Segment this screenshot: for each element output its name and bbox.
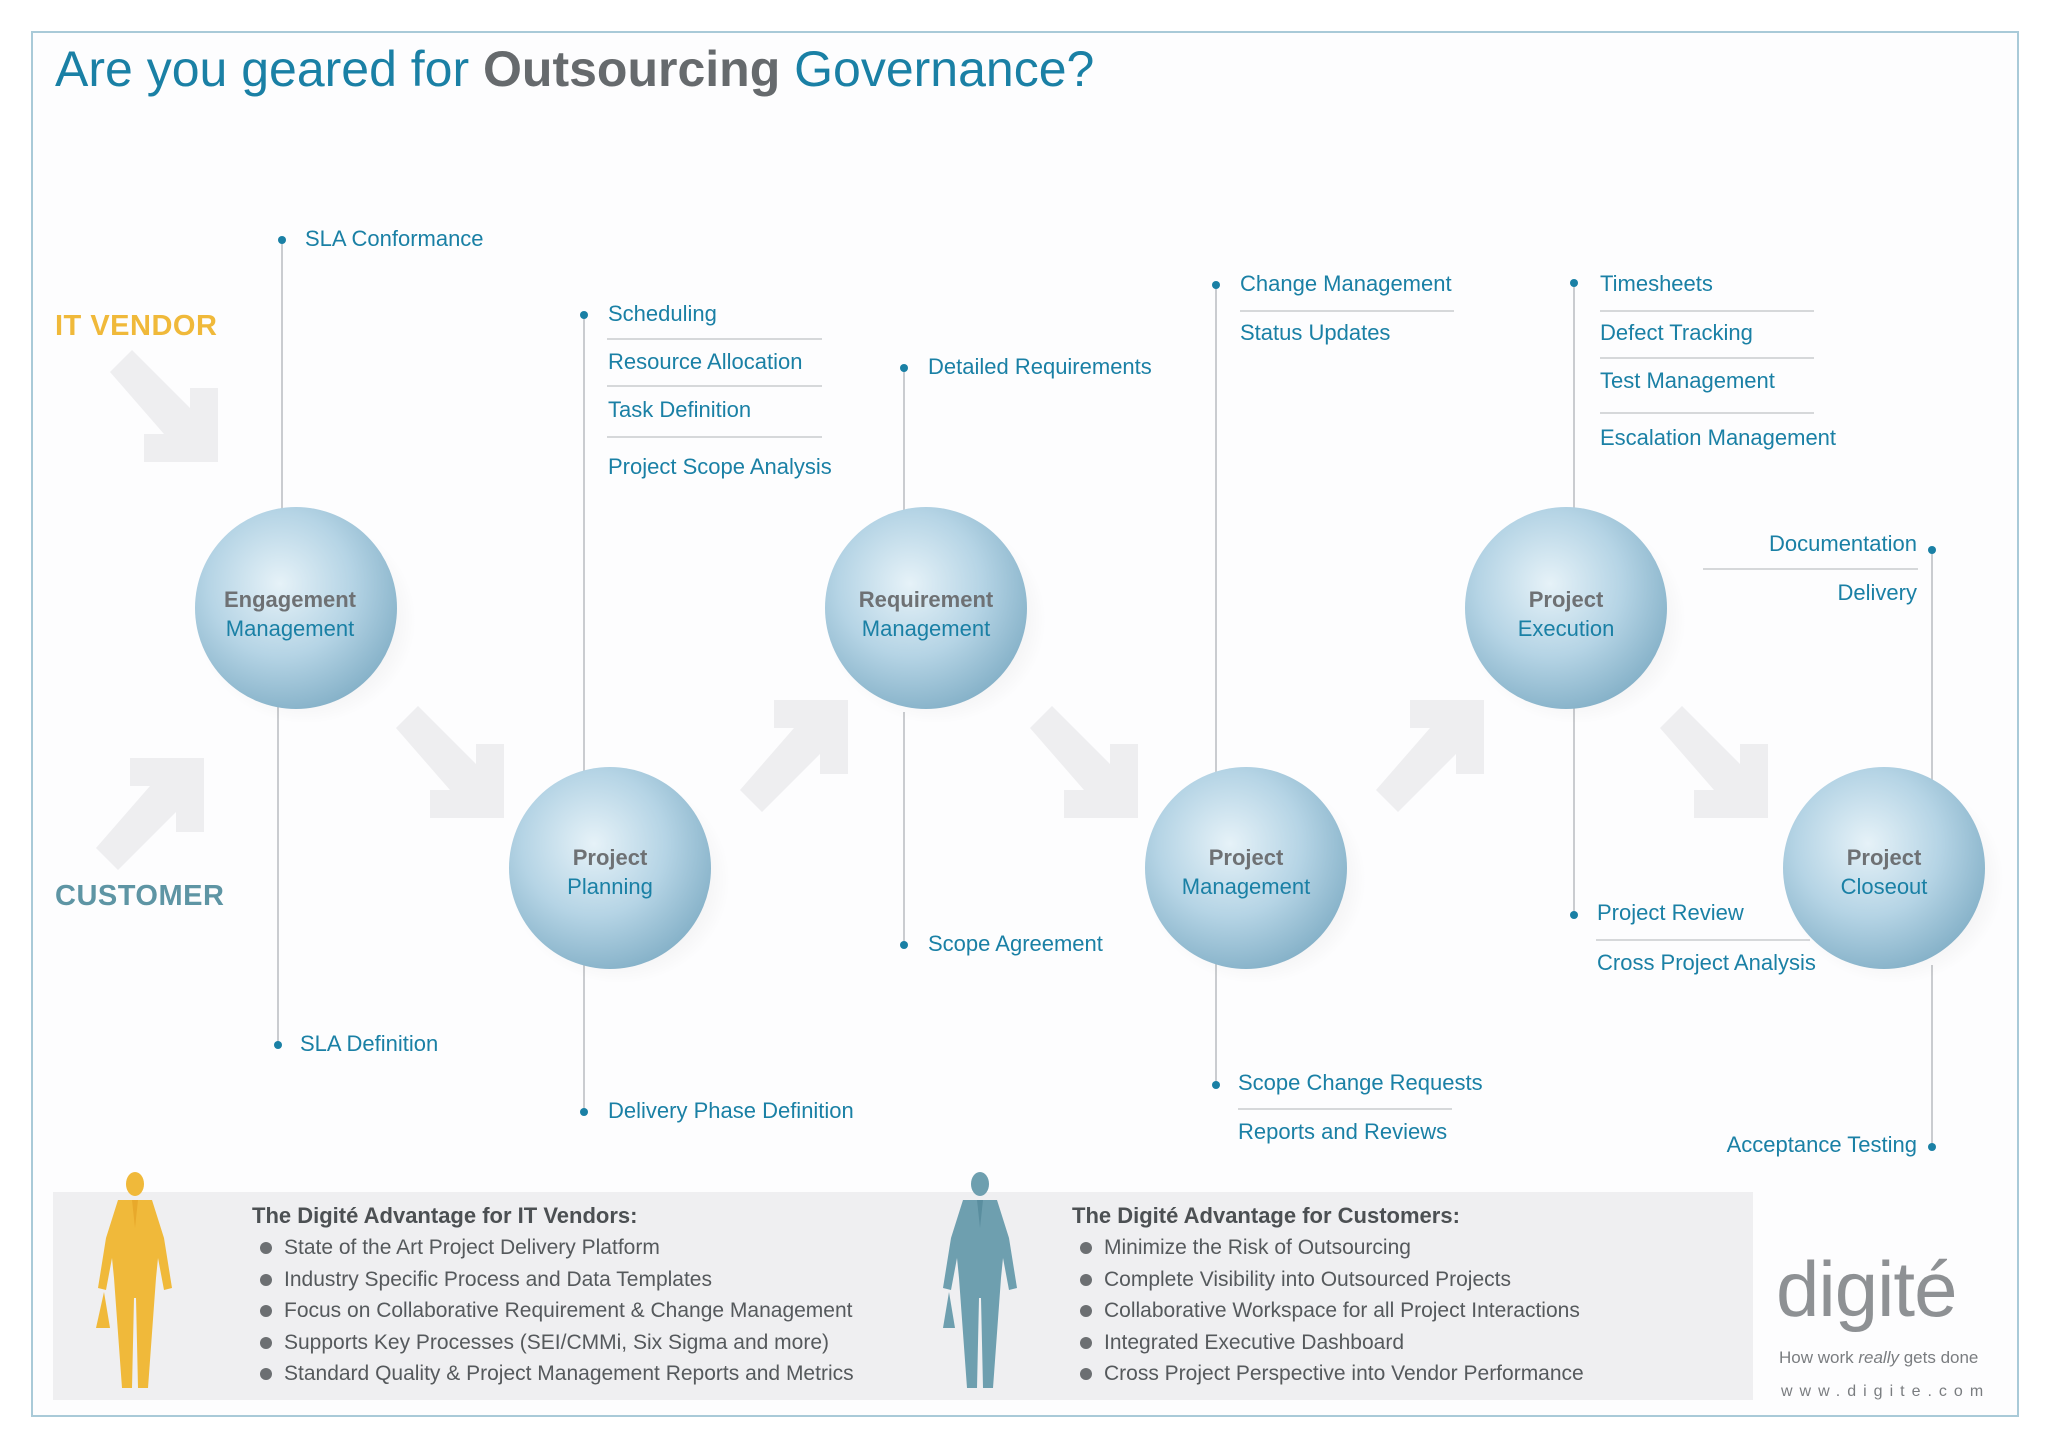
node-engagement-management: Engagement Management <box>223 587 357 641</box>
item-documentation: Documentation <box>1769 531 1917 556</box>
item-project-review: Project Review <box>1597 900 1744 925</box>
node-requirement-management: Requirement Management <box>858 587 994 641</box>
item-delivery-phase-definition: Delivery Phase Definition <box>608 1098 854 1123</box>
flow-arrow-icon <box>1376 700 1484 812</box>
item-defect-tracking: Defect Tracking <box>1600 320 1753 345</box>
node-project-planning: Project Planning <box>567 845 653 899</box>
bullet-dot-icon <box>260 1274 272 1286</box>
list-item: Industry Specific Process and Data Templates <box>256 1264 854 1296</box>
flow-arrow-icon <box>110 350 218 462</box>
list-item: State of the Art Project Delivery Platform <box>256 1232 854 1264</box>
item-scope-agreement: Scope Agreement <box>928 931 1103 956</box>
item-test-management: Test Management <box>1600 368 1775 393</box>
node-project-closeout: Project Closeout <box>1840 845 1928 899</box>
flow-arrow-icon <box>396 706 504 818</box>
customer-figure-icon <box>935 1168 1025 1388</box>
list-item: Complete Visibility into Outsourced Projects <box>1076 1264 1584 1296</box>
customer-label: CUSTOMER <box>55 880 225 912</box>
brand-url[interactable]: www.digite.com <box>1781 1383 1991 1400</box>
item-sla-conformance: SLA Conformance <box>305 226 484 251</box>
bullet-dot-icon <box>260 1242 272 1254</box>
vendor-advantages-title: The Digité Advantage for IT Vendors: <box>252 1203 638 1228</box>
flow-arrow-icon <box>740 700 848 812</box>
flow-arrow-icon <box>1660 706 1768 818</box>
item-delivery: Delivery <box>1837 580 1917 605</box>
item-escalation-management: Escalation Management <box>1600 425 1837 450</box>
bullet-dot-icon <box>260 1337 272 1349</box>
item-detailed-requirements: Detailed Requirements <box>928 354 1152 379</box>
list-item: Integrated Executive Dashboard <box>1076 1327 1584 1359</box>
item-timesheets: Timesheets <box>1600 271 1713 296</box>
item-sla-definition: SLA Definition <box>300 1031 439 1056</box>
digite-logo: digité <box>1776 1245 1957 1333</box>
item-task-definition: Task Definition <box>608 397 752 422</box>
item-scheduling: Scheduling <box>608 301 717 326</box>
bullet-dot-icon <box>1080 1242 1092 1254</box>
bullet-dot-icon <box>1080 1368 1092 1380</box>
bullet-dot-icon <box>260 1305 272 1317</box>
list-item: Supports Key Processes (SEI/CMMi, Six Sigma and more) <box>256 1327 854 1359</box>
brand-tagline: How work really gets done <box>1779 1348 1979 1367</box>
item-cross-project-analysis: Cross Project Analysis <box>1597 950 1816 975</box>
bullet-dot-icon <box>1080 1274 1092 1286</box>
item-project-scope-analysis: Project Scope Analysis <box>608 454 832 479</box>
list-item: Focus on Collaborative Requirement & Change Management <box>256 1295 854 1327</box>
list-item: Collaborative Workspace for all Project Interactions <box>1076 1295 1584 1327</box>
list-item: Cross Project Perspective into Vendor Performance <box>1076 1358 1584 1390</box>
item-status-updates: Status Updates <box>1240 320 1391 345</box>
page-title: Are you geared for Outsourcing Governance? <box>55 41 1095 97</box>
bullet-dot-icon <box>1080 1305 1092 1317</box>
vendor-advantages-list <box>256 1232 854 1390</box>
item-scope-change-requests: Scope Change Requests <box>1238 1070 1483 1095</box>
item-acceptance-testing: Acceptance Testing <box>1726 1132 1917 1157</box>
vendor-figure-icon <box>90 1168 180 1388</box>
list-item: Standard Quality & Project Management Reports and Metrics <box>256 1358 854 1390</box>
node-project-management: Project Management <box>1181 845 1311 899</box>
bullet-dot-icon <box>260 1368 272 1380</box>
item-change-management: Change Management <box>1240 271 1452 296</box>
item-reports-and-reviews: Reports and Reviews <box>1238 1119 1448 1144</box>
flow-arrow-icon <box>96 758 204 870</box>
item-resource-allocation: Resource Allocation <box>608 349 803 374</box>
customer-advantages-title: The Digité Advantage for Customers: <box>1072 1203 1460 1228</box>
customer-advantages-list <box>1076 1232 1584 1390</box>
bullet-dot-icon <box>1080 1337 1092 1349</box>
it-vendor-label: IT VENDOR <box>55 310 218 342</box>
node-project-execution: Project Execution <box>1517 587 1615 641</box>
list-item: Minimize the Risk of Outsourcing <box>1076 1232 1584 1264</box>
flow-arrow-icon <box>1030 706 1138 818</box>
